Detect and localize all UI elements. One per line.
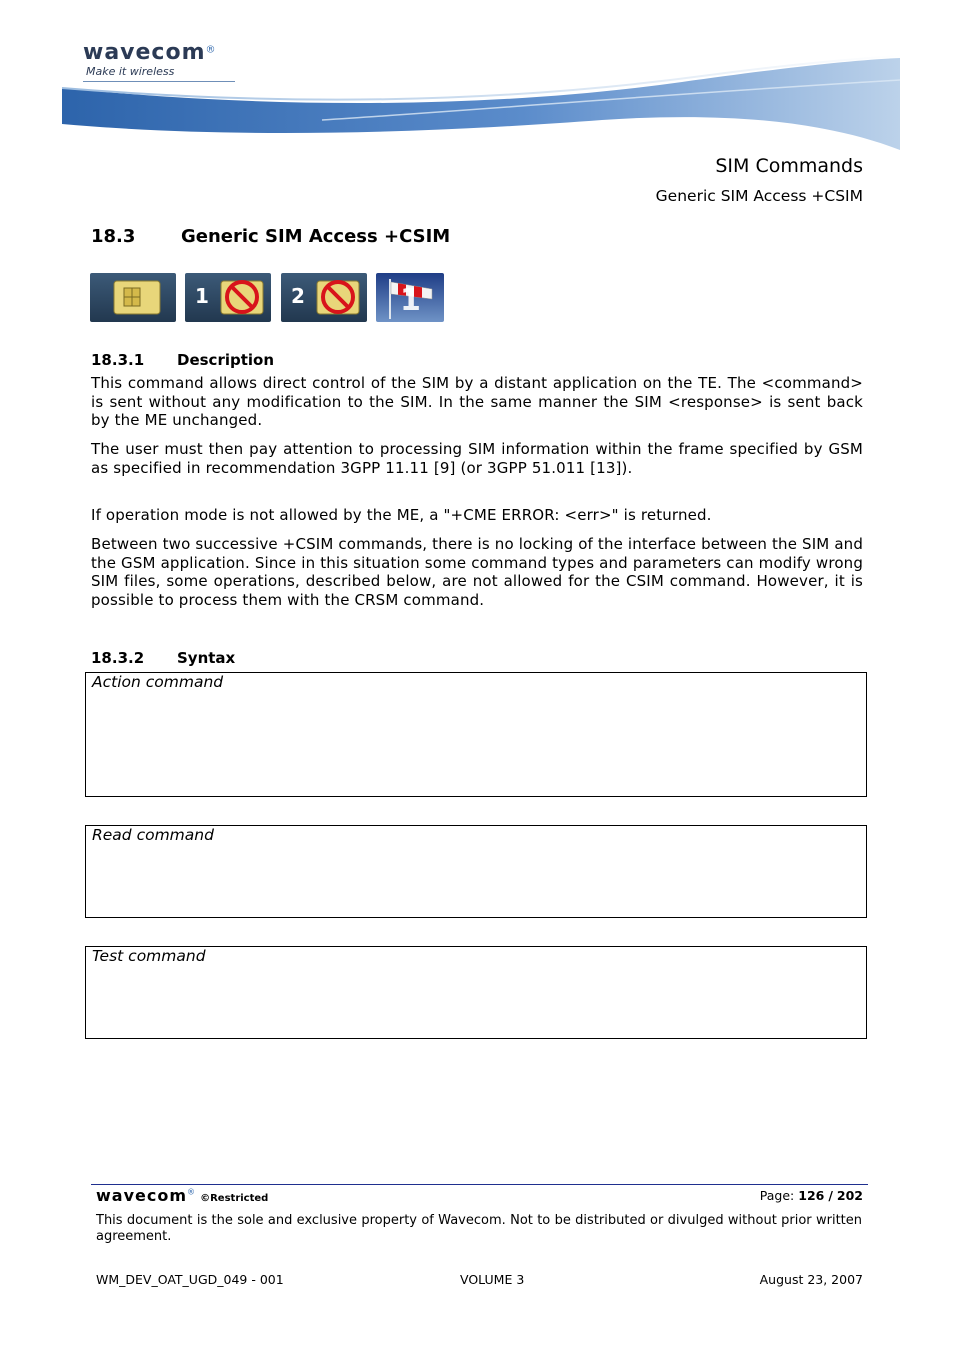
windsock-icon [376, 273, 444, 322]
slot-number: 2 [291, 284, 305, 308]
syntax-heading [91, 649, 235, 667]
read-command-box [85, 825, 867, 918]
page-total: 202 [836, 1188, 863, 1203]
page-separator: / [828, 1188, 833, 1203]
windsock-number: 1 [400, 283, 421, 318]
section-running-title: Generic SIM Access +CSIM [655, 187, 863, 205]
logo-tagline: Make it wireless [86, 65, 175, 78]
description-paragraph: The user must then pay attention to processing SIM information within the frame specified by GSM as specified in recommendation 3GPP 11.11 [9] (or 3GPP 51.011 [13]). [91, 440, 863, 477]
test-command-label: Test command [92, 947, 206, 965]
sim-card-icon [90, 273, 176, 322]
action-command-label: Action command [92, 673, 224, 691]
page-label: Page: [759, 1188, 795, 1203]
page-current: 126 [798, 1188, 825, 1203]
syntax-title: Syntax [177, 649, 236, 667]
footer-logo-wordmark: wavecom [96, 1186, 188, 1205]
section-number: 18.3 [91, 226, 136, 247]
logo-registered-icon: ® [205, 44, 216, 56]
section-title: Generic SIM Access +CSIM [181, 226, 451, 247]
description-paragraph: Between two successive +CSIM commands, there is no locking of the interface between the SIM and the GSM application. Since in this situation some command types and parameters can modify wrong SIM files, some operations, described below, are not allowed for the CSIM command. However, it is possible to process them with the CRSM command. [91, 535, 863, 609]
slot-number: 1 [195, 284, 209, 308]
sim-slot-1-forbidden-icon [185, 273, 271, 322]
logo-wordmark: wavecom [83, 40, 206, 65]
volume-label: VOLUME 3 [460, 1272, 525, 1287]
document-reference: WM_DEV_OAT_UGD_049 - 001 [96, 1272, 284, 1287]
read-command-label: Read command [92, 826, 214, 844]
sim-slot-2-forbidden-icon [281, 273, 367, 322]
restricted-label: ©Restricted [200, 1193, 269, 1204]
chapter-title: SIM Commands [715, 155, 863, 177]
footer-logo-registered-icon: ® [187, 1187, 196, 1197]
description-paragraph: This command allows direct control of the SIM by a distant application on the TE. The <command> is sent without any modification to the SIM. In the same manner the SIM <response> is sent back by the ME unchanged. [91, 374, 863, 429]
section-heading [91, 226, 450, 247]
document-date: August 23, 2007 [759, 1272, 863, 1287]
footer-rule [91, 1184, 868, 1185]
action-command-box [85, 672, 867, 797]
test-command-box [85, 946, 867, 1039]
description-heading [91, 351, 274, 369]
footer-logo [96, 1186, 268, 1205]
description-paragraph: If operation mode is not allowed by the ME, a "+CME ERROR: <err>" is returned. [91, 506, 712, 524]
description-number: 18.3.1 [91, 351, 145, 369]
page-indicator [760, 1188, 863, 1203]
confidentiality-notice: This document is the sole and exclusive property of Wavecom. Not to be distributed or divulged without prior written agreement. [96, 1213, 862, 1244]
syntax-number: 18.3.2 [91, 649, 145, 667]
header-wave-banner [62, 50, 900, 155]
description-title: Description [177, 351, 275, 369]
